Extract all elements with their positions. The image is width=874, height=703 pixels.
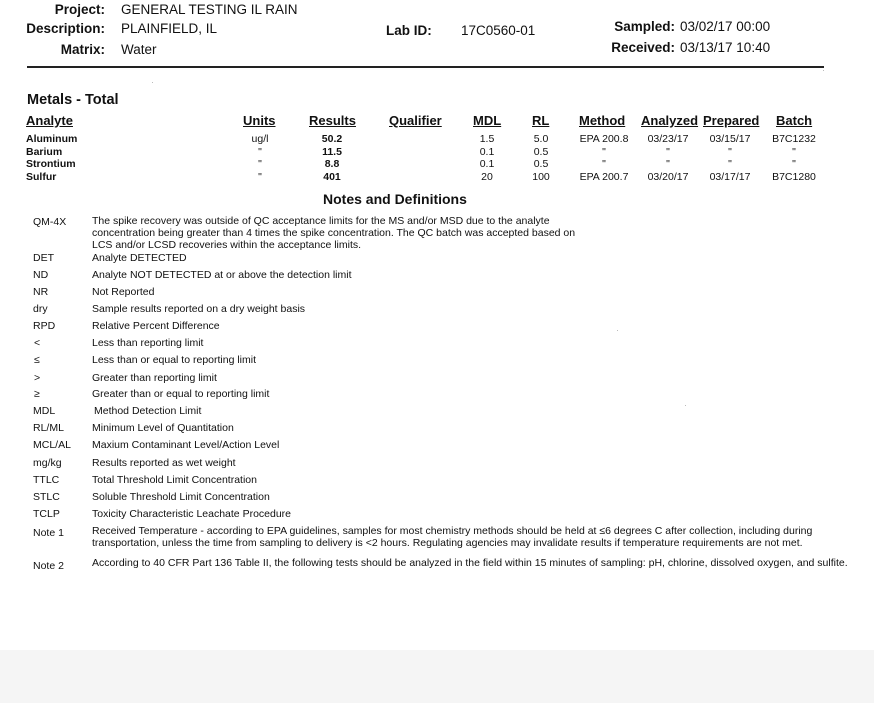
col-rl: RL xyxy=(532,113,550,128)
note-definition: Relative Percent Difference xyxy=(92,320,220,332)
scan-speck xyxy=(152,82,153,83)
result-cell: 401 xyxy=(323,171,341,183)
scan-speck xyxy=(685,405,686,406)
col-results: Results xyxy=(309,113,356,128)
result-cell: 8.8 xyxy=(324,158,340,170)
analyte-cell: Sulfur xyxy=(26,171,57,183)
note-definition: Maxium Contaminant Level/Action Level xyxy=(92,439,280,451)
analyte-cell: Barium xyxy=(26,146,63,158)
note-abbr: RL/ML xyxy=(33,422,64,434)
note-abbr: < xyxy=(34,337,41,349)
note-definition: Total Threshold Limit Concentration xyxy=(92,474,257,486)
col-method: Method xyxy=(579,113,626,128)
units-cell: " xyxy=(258,171,262,183)
analyzed-cell: " xyxy=(666,146,670,158)
col-units: Units xyxy=(243,113,276,128)
analyzed-cell: 03/20/17 xyxy=(647,171,689,183)
note-definition: Method Detection Limit xyxy=(94,405,202,417)
note-definition: According to 40 CFR Part 136 Table II, the following tests should be analyzed in the field within 15 minutes of sampling: pH, chlorine, dissolved oxygen, and sulfite. xyxy=(92,557,848,569)
metals-section-title: Metals - Total xyxy=(27,92,119,108)
rl-cell: 0.5 xyxy=(533,158,549,170)
note-definition: Toxicity Characteristic Leachate Procedure xyxy=(92,508,292,520)
description-label: Description: xyxy=(26,21,105,36)
note-definition: Greater than reporting limit xyxy=(92,372,217,384)
note-abbr: RPD xyxy=(33,320,56,332)
sampled-value: 03/02/17 00:00 xyxy=(680,19,771,34)
method-cell: " xyxy=(602,158,606,170)
received-label: Received: xyxy=(611,40,675,55)
note-abbr: Note 2 xyxy=(33,560,64,572)
analyzed-cell: " xyxy=(666,158,670,170)
batch-cell: " xyxy=(792,146,796,158)
note-abbr: dry xyxy=(33,303,48,315)
note-abbr: NR xyxy=(33,286,49,298)
lab-id-label: Lab ID: xyxy=(386,23,432,38)
lab-id-value: 17C0560-01 xyxy=(461,23,536,38)
project-value: GENERAL TESTING IL RAIN xyxy=(121,2,298,17)
note-abbr: TCLP xyxy=(33,508,60,520)
method-cell: EPA 200.7 xyxy=(579,171,629,183)
note-definition: The spike recovery was outside of QC acceptance limits for the MS and/or MSD due to the analyte concentration being greater than 4 times the spike concentration. The QC batch was accepted based on LCS and/or LCSD recoveries within the acceptance limits. xyxy=(92,215,576,251)
rl-cell: 5.0 xyxy=(533,133,549,145)
rl-cell: 100 xyxy=(532,171,550,183)
note-definition: Received Temperature - according to EPA guidelines, samples for most chemistry methods should be held at ≤6 degrees C after collection, including during transportation, unless the time from sampling to delivery is <2 hours. Regulating agencies may invalidate results if temperature requirements are not met. xyxy=(92,525,813,549)
project-label: Project: xyxy=(54,2,105,17)
note-definition: Sample results reported on a dry weight basis xyxy=(92,303,306,315)
batch-cell: " xyxy=(792,158,796,170)
batch-cell: B7C1280 xyxy=(772,171,816,183)
note-definition: Less than or equal to reporting limit xyxy=(92,354,257,366)
note-abbr: mg/kg xyxy=(33,457,62,469)
units-cell: " xyxy=(258,158,262,170)
matrix-value: Water xyxy=(121,42,157,57)
prepared-cell: 03/17/17 xyxy=(709,171,751,183)
col-qualifier: Qualifier xyxy=(389,113,442,128)
note-definition: Analyte NOT DETECTED at or above the detection limit xyxy=(92,269,352,281)
col-mdl: MDL xyxy=(473,113,502,128)
matrix-label: Matrix: xyxy=(60,42,105,57)
scan-speck xyxy=(823,70,824,71)
scan-speck xyxy=(617,330,618,331)
note-abbr: MCL/AL xyxy=(33,439,71,451)
note-abbr: QM-4X xyxy=(33,216,67,228)
note-definition: Soluble Threshold Limit Concentration xyxy=(92,491,270,503)
result-cell: 50.2 xyxy=(321,133,343,145)
mdl-cell: 20 xyxy=(481,171,493,183)
analyte-cell: Strontium xyxy=(26,158,76,170)
note-abbr: Note 1 xyxy=(33,527,64,539)
received-value: 03/13/17 10:40 xyxy=(680,40,771,55)
note-definition: Results reported as wet weight xyxy=(92,457,236,469)
note-definition: Less than reporting limit xyxy=(92,337,204,349)
header-divider xyxy=(27,66,824,68)
col-prepared: Prepared xyxy=(703,113,760,128)
mdl-cell: 0.1 xyxy=(479,146,495,158)
prepared-cell: " xyxy=(728,146,732,158)
batch-cell: B7C1232 xyxy=(772,133,816,145)
method-cell: " xyxy=(602,146,606,158)
note-abbr: MDL xyxy=(33,405,56,417)
notes-title: Notes and Definitions xyxy=(323,191,467,207)
description-value: PLAINFIELD, IL xyxy=(121,21,218,36)
rl-cell: 0.5 xyxy=(533,146,549,158)
note-definition: Greater than or equal to reporting limit xyxy=(92,388,270,400)
note-abbr: ≤ xyxy=(34,354,40,366)
units-cell: " xyxy=(258,146,262,158)
mdl-cell: 1.5 xyxy=(479,133,495,145)
note-abbr: ≥ xyxy=(34,388,40,400)
analyte-cell: Aluminum xyxy=(26,133,78,145)
result-cell: 11.5 xyxy=(322,146,342,158)
analyzed-cell: 03/23/17 xyxy=(647,133,689,145)
sampled-label: Sampled: xyxy=(614,19,675,34)
mdl-cell: 0.1 xyxy=(479,158,495,170)
note-definition: Minimum Level of Quantitation xyxy=(92,422,234,434)
note-abbr: > xyxy=(34,372,41,384)
page-bottom-margin xyxy=(0,650,874,703)
method-cell: EPA 200.8 xyxy=(579,133,629,145)
note-definition: Not Reported xyxy=(92,286,155,298)
col-batch: Batch xyxy=(776,113,813,128)
note-abbr: STLC xyxy=(33,491,60,503)
note-abbr: TTLC xyxy=(33,474,60,486)
units-cell: ug/l xyxy=(251,133,269,145)
note-abbr: DET xyxy=(33,252,54,264)
col-analyte: Analyte xyxy=(26,113,73,128)
prepared-cell: 03/15/17 xyxy=(709,133,751,145)
note-abbr: ND xyxy=(33,269,49,281)
col-analyzed: Analyzed xyxy=(641,113,699,128)
prepared-cell: " xyxy=(728,158,732,170)
note-definition: Analyte DETECTED xyxy=(92,252,187,264)
